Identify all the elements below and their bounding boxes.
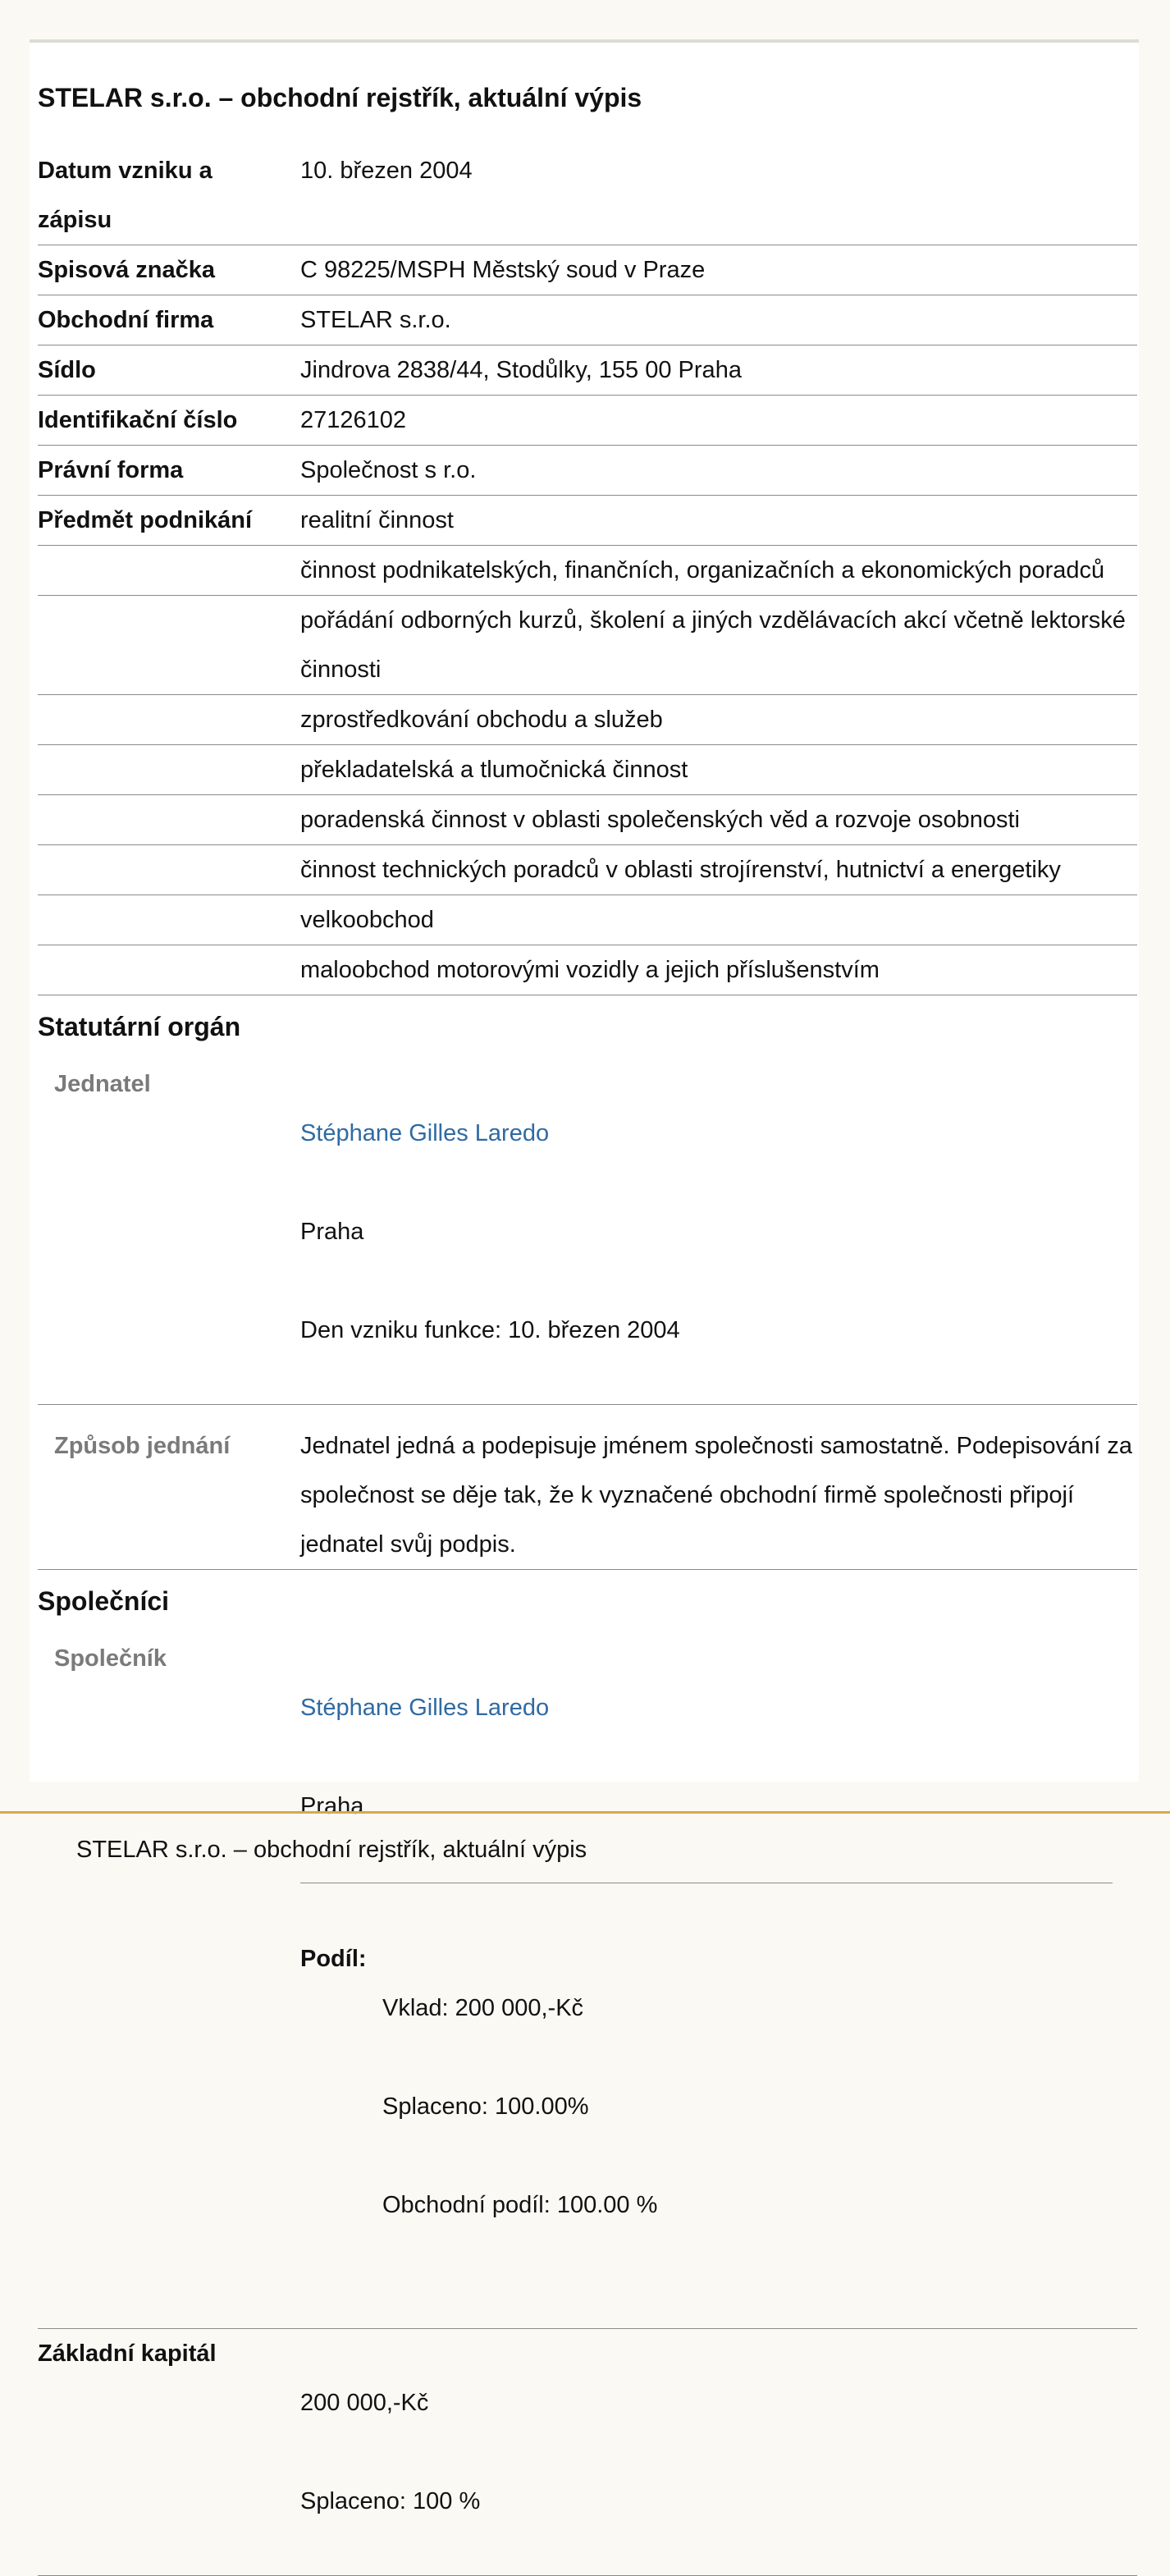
row-predmet: [38, 496, 1137, 546]
row-spisova-znacka: [38, 245, 1137, 295]
predmet-item: překladatelská a tlumočnická činnost: [300, 757, 688, 783]
register-card: [30, 39, 1139, 2514]
row-predmet-item: [38, 845, 1137, 895]
kapital-value: 200 000,-Kč: [300, 2390, 429, 2416]
row-predmet-item: [38, 695, 1137, 745]
zpusob-label: Způsob jednání: [54, 1433, 231, 1459]
row-label: Spisová značka: [38, 257, 215, 283]
predmet-item: velkoobchod: [300, 907, 434, 933]
row-value: Jindrova 2838/44, Stodůlky, 155 00 Praha: [300, 357, 742, 383]
row-label: Obchodní firma: [38, 307, 214, 333]
page-title: STELAR s.r.o. – obchodní rejstřík, aktuální výpis: [38, 83, 642, 112]
kapital-splaceno: Splaceno: 100 %: [300, 2488, 481, 2514]
predmet-item: pořádání odborných kurzů, školení a jiných vzdělávacích akcí včetně lektorské činnosti: [300, 607, 1126, 683]
row-ico: [38, 396, 1137, 446]
predmet-item: maloobchod motorovými vozidly a jejich příslušenstvím: [300, 957, 880, 983]
jednatel-label: Jednatel: [54, 1071, 151, 1097]
row-zakladni-kapital: [38, 2329, 1137, 2576]
row-value: Společnost s r.o.: [300, 457, 477, 483]
row-label: Právní forma: [38, 457, 184, 483]
row-value: 10. březen 2004: [300, 158, 473, 184]
section-heading-statutarni: Statutární orgán: [38, 1012, 241, 1041]
predmet-item: poradenská činnost v oblasti společenských věd a rozvoje osobnosti: [300, 807, 1020, 833]
row-predmet-item: [38, 546, 1137, 596]
jednatel-since: Den vzniku funkce: 10. březen 2004: [300, 1317, 680, 1343]
podil-splaceno: Splaceno: 100.00%: [382, 2093, 589, 2120]
podil-block: [300, 1934, 1137, 2279]
row-label: Datum vzniku a zápisu: [38, 158, 213, 233]
row-sidlo: [38, 345, 1137, 396]
footer: [0, 1811, 1170, 1873]
podil-vklad: Vklad: 200 000,-Kč: [382, 1995, 584, 2021]
row-zpusob-jednani: [38, 1405, 1137, 1570]
row-spolecnik: [38, 1634, 1137, 2329]
podil-label: Podíl:: [300, 1946, 367, 1972]
predmet-item: činnost podnikatelských, finančních, organizačních a ekonomických poradců: [300, 557, 1105, 583]
row-predmet-item: [38, 745, 1137, 795]
row-value: C 98225/MSPH Městský soud v Praze: [300, 257, 706, 283]
row-label: Identifikační číslo: [38, 407, 238, 433]
register-content: [38, 43, 1137, 2576]
row-label: Sídlo: [38, 357, 96, 383]
row-predmet-item: [38, 795, 1137, 845]
row-predmet-item: [38, 596, 1137, 695]
row-datum-vzniku: [38, 146, 1137, 245]
footer-text: STELAR s.r.o. – obchodní rejstřík, aktuální výpis: [76, 1837, 587, 1863]
row-value: 27126102: [300, 407, 407, 433]
row-label: Předmět podnikání: [38, 507, 253, 533]
row-jednatel: [38, 1059, 1137, 1405]
row-label: Základní kapitál: [38, 2340, 217, 2367]
section-heading-spolecnici: Společníci: [38, 1586, 170, 1616]
predmet-item: zprostředkování obchodu a služeb: [300, 707, 663, 733]
row-obchodni-firma: [38, 295, 1137, 345]
row-predmet-item: [38, 895, 1137, 945]
spolecnik-city: Praha: [300, 1793, 364, 1819]
row-predmet-item: [38, 945, 1137, 995]
spolecnik-label: Společník: [54, 1645, 167, 1672]
spolecnik-name-link[interactable]: Stéphane Gilles Laredo: [300, 1695, 550, 1721]
podil-obchodni: Obchodní podíl: 100.00 %: [382, 2192, 658, 2218]
predmet-item: činnost technických poradců v oblasti strojírenství, hutnictví a energetiky: [300, 857, 1061, 883]
predmet-item: realitní činnost: [300, 507, 454, 533]
jednatel-city: Praha: [300, 1219, 364, 1245]
row-value: STELAR s.r.o.: [300, 307, 451, 333]
row-pravni-forma: [38, 446, 1137, 496]
zpusob-text: Jednatel jedná a podepisuje jménem společnosti samostatně. Podepisování za společnost se děje tak, že k vyznačené obchodní firmě společnosti připojí jednatel svůj podpis.: [300, 1433, 1133, 1558]
jednatel-name-link[interactable]: Stéphane Gilles Laredo: [300, 1120, 550, 1146]
